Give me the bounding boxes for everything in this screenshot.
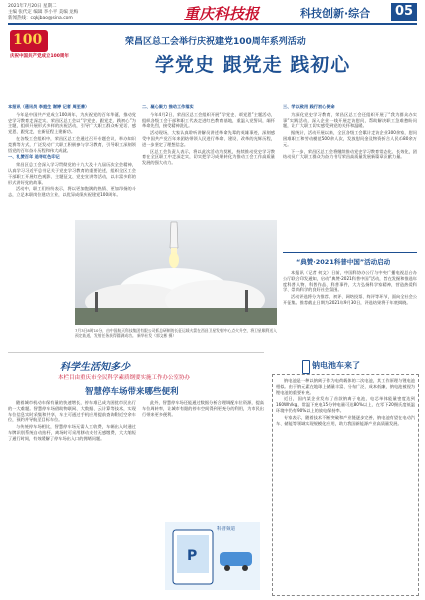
science-subtitle: 本栏目由重庆市全民科学素质纲要实施工作办公室协办 [58, 375, 191, 381]
article-paragraph: 区总工会负责人表示，将以此次活动为契机，持续推动党史学习教育在全区职工中走深走实，切实把学习成果转化为推动工会工作高质量发展的强大动力。 [142, 148, 275, 166]
header-rule [8, 23, 417, 25]
article-paragraph: 活动中，职工们纷纷表示，将以更加饱满的热情、更加昂扬的斗志，立足本职岗位建功立业，以优异成绩庆祝建党100周年。 [8, 186, 136, 198]
side-box-body [283, 270, 417, 355]
article-paragraph: 荣昌区总工会深入学习贯彻党的十九大及十九届历次全会精神，认真学习习近平总书记关于党史学习教育的重要论述，组织全区工会干部职工开展红色观影、主题征文、党史宣讲等活动，以丰富多彩的形式讲好党的故事。 [8, 162, 136, 185]
article-subheading: 三、学以致用 践行初心使命 [283, 104, 335, 109]
article-paragraph: 下一步，荣昌区总工会将继续推动党史学习教育常态化、长效化，团结动员广大职工群众为奋力书写荣昌高质量发展新篇章贡献力量。 [283, 148, 417, 160]
side-box-rule [283, 252, 417, 253]
article-column-2 [142, 104, 275, 216]
news-email: 新闻热线：cqkjbao@sina.com [8, 16, 73, 21]
sodium-box-title: 钠电池车来了 [312, 361, 360, 370]
science-title: 智慧停车场带来哪些便利 [85, 387, 179, 397]
battery-icon [302, 360, 310, 374]
science-icon-label: 科普频道 [217, 527, 235, 532]
science-column-1 [8, 400, 136, 595]
science-column-2 [142, 400, 264, 520]
article-kicker: 荣昌区总工会举行庆祝建党100周年系列活动 [125, 37, 306, 47]
article-subheading: 二、凝心聚力 推动工作落实 [142, 104, 194, 109]
science-paragraph: 此外，智慧停车场还能通过数据分析合理调配车位资源，提高车位周转率，让城市有限的停车空间得到更充分的利用，为市民出行带来更多便利。 [142, 400, 264, 417]
science-paragraph: 随着城市机动车保有量的快速增长，停车难已成为困扰市民出行的一大难题。智慧停车场借助物联网、大数据、云计算等技术，实现车位信息实时采集和共享，车主可通过手机应用提前查询附近空余车位，预约并导航至目标车位。 [8, 400, 136, 423]
article-paragraph: 活动现场，大家认真聆听讲解员讲述革命先辈的英雄事迹，深刻感受中国共产党百年来团结带领人民进行革命、建设、改革的光辉历程，进一步坚定了理想信念。 [142, 130, 275, 147]
science-paragraph: 与传统停车场相比，智慧停车场无需人工收费，车辆出入时通过车牌识别系统自动抬杆，离场时可采用移动支付无感缴费，大大缩短了通行时间，有效缓解了停车场出入口的拥堵问题。 [8, 424, 136, 441]
article-paragraph: 为深化党史学习教育，荣昌区总工会还组织开展了“我为群众办实事”实践活动，深入企业一线开展走访慰问，帮助解决职工急难愁盼问题，让广大职工切实感受到党的关怀和温暖。 [283, 111, 417, 129]
article-paragraph: 今年4月2日，荣昌区总工会组织开展“学党史、颂党恩”主题活动，组织各级工会干部和职工代表走进红色教育基地，重温入党誓词，缅怀革命先烈，接受精神洗礼。 [142, 111, 275, 129]
issue-date: 2021年7月20日 星期二 [8, 4, 57, 9]
science-banner: 科学生活知多少 [60, 362, 130, 373]
photo-caption: 7月3日8时10分，由中国航天科技集团有限公司抓总研制的长征运载火箭在西昌卫星发射中心点火升空，将卫星顺利送入预定轨道，发射任务获得圆满成功。 新华社发（郭文彬 摄） [75, 328, 277, 338]
sodium-box-body [272, 374, 419, 596]
section-divider [8, 352, 264, 353]
phone-parking-icon [165, 522, 260, 590]
article-paragraph: 在各级工会组织中，荣昌区总工会通过召开专题会议、举办知识竞赛等方式，广泛发动广大职工积极参与学习教育，引导职工深刻领悟党的百年奋斗历程和伟大成就。 [8, 135, 136, 153]
article-paragraph: 今年是中国共产党成立100周年，为庆祝党的百年华诞，推动党史学习教育走深走实，荣昌区总工会以“学党史、跟党走、践初心”为主题，组织开展形式多样的庆祝活动，引导广大职工群众听党话、感党恩、跟党走，在新征程上建新功。 [8, 111, 136, 135]
section-title: 科技创新·综合 [300, 7, 371, 20]
editor-credits: 主编 张代定 编辑 李小平 美编 龙梅 [8, 10, 79, 15]
sodium-paragraph: 近日，国内某企业发布了首款钠离子电池，电芯单体能量密度达到160Wh/kg，常温下充电15分钟电量可达80%以上，在零下20摄氏度低温环境中仍有90%以上的放电保持率。 [276, 396, 415, 413]
article-column-3 [283, 104, 417, 244]
article-headline: 学党史 跟党走 践初心 [155, 54, 351, 76]
article-subheading: 一、礼赞百年 追寻红色印记 [8, 154, 60, 160]
newspaper-title: 重庆科技报 [184, 5, 260, 23]
emblem-number: 100 [13, 32, 43, 48]
svg-text:P: P [187, 548, 198, 564]
science-illustration [165, 522, 260, 590]
side-box-paragraph: 本报讯（记者 何文）日前，中国科协办公厅与中央广播电视总台办公厅联合印发通知，启动“典赞·2021科普中国”活动，旨在发掘和推选年度科普人物、科普作品、科普事件，大力弘扬科学家精神，营造热爱科学、崇尚科学的良好社会氛围。 [283, 270, 417, 293]
celebration-emblem [10, 30, 100, 60]
article-paragraph: 据统计，活动开展以来，全区各级工会累计走访企业300余家，慰问困难职工和劳动模范500余人次，发放慰问金及物资折合人民币80余万元。 [283, 130, 417, 147]
side-box-title: “典赞·2021科普中国”活动启动 [296, 258, 391, 266]
article-byline: 本报讯（通讯员 李庭生 谢婷 记者 周至善） [8, 104, 90, 109]
rocket-photo-illustration [75, 220, 277, 325]
sodium-paragraph: 钠电池是一种以钠离子作为电荷载体的二次电池，其工作原理与锂电池相似。由于钠元素在地球上储量丰富、分布广泛、成本低廉，钠电池被视为锂电池的重要补充。 [276, 378, 415, 395]
side-box-paragraph: 活动评选将分为推荐、初评、网络投票、终评等环节，面向全社会公开征集。推荐截止日期为2021年9月30日，评选结果将于年底揭晓。 [283, 294, 417, 305]
sodium-battery-box [272, 360, 417, 594]
emblem-label: 庆祝中国共产党成立100周年 [10, 54, 69, 59]
rocket-launch-photo [75, 220, 277, 325]
sodium-paragraph: 专家表示，随着技术不断突破和产业链逐步完善，钠电池有望在电动汽车、储能等领域实现规模化应用，助力我国新能源产业高质量发展。 [276, 414, 415, 426]
header-meta [8, 4, 108, 22]
page-number: 05 [391, 3, 417, 21]
